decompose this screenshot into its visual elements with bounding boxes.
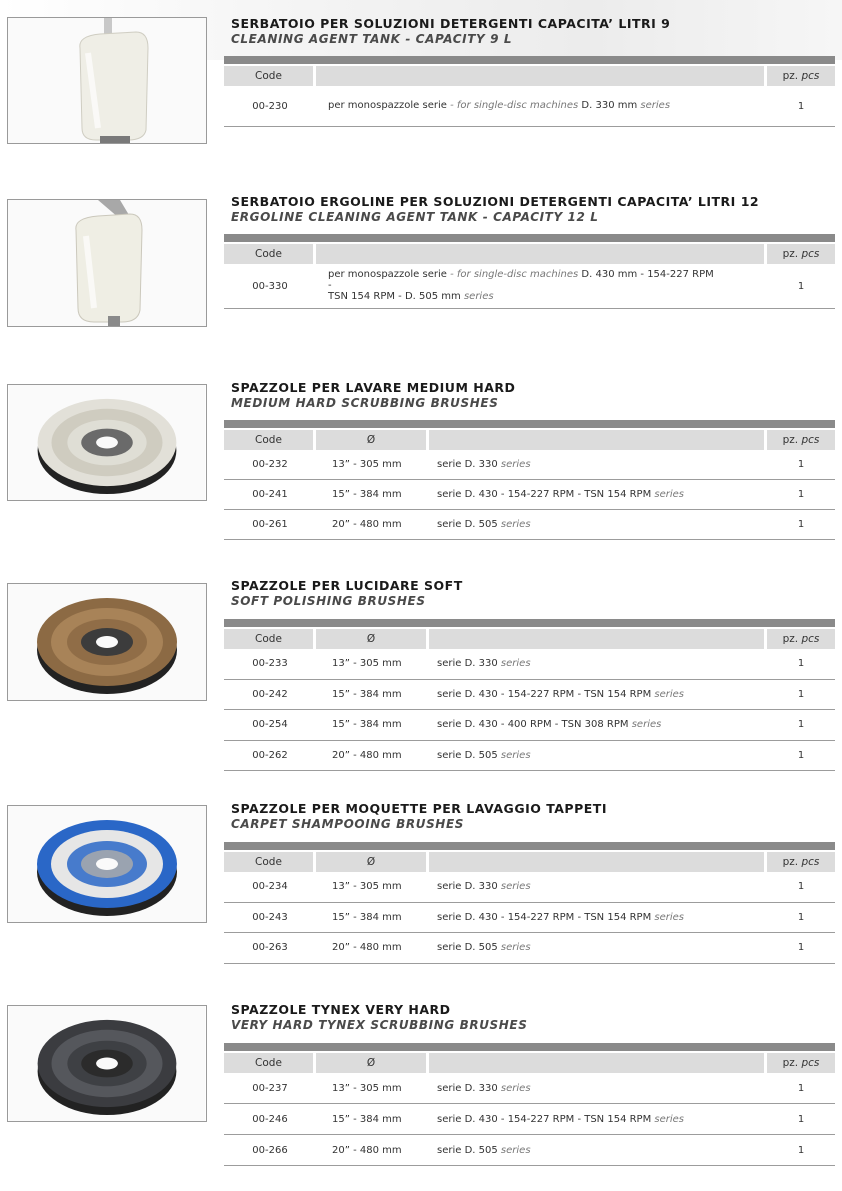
- header-pcs-en: pcs: [801, 434, 820, 446]
- row-diameter: 13” - 305 mm: [332, 881, 402, 893]
- section-subtitle: ERGOLINE CLEANING AGENT TANK - CAPACITY 12 L: [231, 210, 599, 224]
- row-qty: 1: [797, 1082, 805, 1094]
- header-pcs: [767, 629, 835, 649]
- header-pcs-it: pz.: [782, 633, 799, 645]
- series-it: serie D. 505: [437, 1144, 498, 1156]
- table-row: [224, 741, 835, 772]
- table-header: [224, 66, 835, 86]
- table-row: [224, 86, 835, 127]
- header-pcs: [767, 66, 835, 86]
- product-table: [224, 234, 835, 309]
- product-photo-tank-9l: [7, 17, 207, 144]
- row-qty: 1: [797, 719, 805, 731]
- header-pcs-en: pcs: [801, 633, 820, 645]
- row-series: [437, 710, 762, 740]
- product-table: [224, 842, 835, 964]
- desc-size: D. 330 mm: [581, 100, 638, 111]
- table-top-bar: [224, 1043, 835, 1051]
- table-header: [224, 852, 835, 872]
- desc-series: series: [640, 100, 671, 111]
- header-pcs: [767, 430, 835, 450]
- product-photo-soft-polishing-brushes: [7, 583, 207, 701]
- table-row: [224, 450, 835, 480]
- desc-size: D. 430 mm - 154-227 RPM: [581, 269, 714, 280]
- table-top-bar: [224, 842, 835, 850]
- series-en: series: [500, 459, 531, 470]
- row-diameter: 15” - 384 mm: [332, 489, 402, 500]
- header-pcs-it: pz.: [782, 856, 799, 868]
- series-en: series: [654, 1113, 685, 1125]
- table-row: [224, 680, 835, 711]
- header-code: Code: [224, 430, 313, 450]
- desc-it: per monospazzole serie: [328, 100, 447, 111]
- header-pcs-en: pcs: [801, 856, 820, 868]
- section-title: SPAZZOLE PER LAVARE MEDIUM HARD: [231, 380, 516, 395]
- series-it: serie D. 430 - 154-227 RPM - TSN 154 RPM: [437, 1113, 652, 1125]
- row-qty: 1: [797, 942, 805, 954]
- row-series: [437, 450, 762, 479]
- row-qty: 1: [797, 519, 805, 530]
- header-description: [429, 430, 764, 450]
- row-diameter: 15” - 384 mm: [332, 911, 402, 923]
- series-it: serie D. 430 - 400 RPM - TSN 308 RPM: [437, 719, 629, 731]
- product-table: [224, 420, 835, 540]
- row-series: [437, 480, 762, 509]
- series-en: series: [631, 719, 662, 731]
- header-description: [429, 629, 764, 649]
- series-it: serie D. 430 - 154-227 RPM - TSN 154 RPM: [437, 489, 652, 500]
- section-title: SPAZZOLE PER MOQUETTE PER LAVAGGIO TAPPETI: [231, 801, 607, 816]
- table-header: [224, 244, 835, 264]
- header-code: Code: [224, 629, 313, 649]
- series-it: serie D. 330: [437, 881, 498, 893]
- header-pcs-it: pz.: [782, 70, 799, 82]
- table-row: [224, 649, 835, 680]
- row-code: 00-266: [252, 1144, 288, 1156]
- table-row: [224, 510, 835, 540]
- header-description: [316, 244, 764, 264]
- header-code: Code: [224, 66, 313, 86]
- header-pcs-en: pcs: [801, 70, 820, 82]
- header-pcs-en: pcs: [801, 248, 820, 260]
- row-series: [437, 680, 762, 710]
- row-code: 00-263: [252, 942, 288, 954]
- section-title: SPAZZOLE TYNEX VERY HARD: [231, 1002, 451, 1017]
- header-pcs-it: pz.: [782, 248, 799, 260]
- section-title: SPAZZOLE PER LUCIDARE SOFT: [231, 578, 463, 593]
- header-diameter: Ø: [316, 430, 426, 450]
- row-qty: 1: [797, 1144, 805, 1156]
- row-description: [328, 86, 758, 126]
- series-it: serie D. 505: [437, 749, 498, 761]
- series-it: serie D. 430 - 154-227 RPM - TSN 154 RPM: [437, 911, 652, 923]
- table-row: [224, 903, 835, 934]
- product-photo-medium-hard-brushes: [7, 384, 207, 501]
- row-code: 00-233: [252, 658, 288, 670]
- table-row: [224, 1104, 835, 1135]
- row-code: 00-246: [252, 1113, 288, 1125]
- section-subtitle: CLEANING AGENT TANK - CAPACITY 9 L: [231, 32, 513, 46]
- row-series: [437, 1073, 762, 1103]
- header-pcs: [767, 1053, 835, 1073]
- product-table: [224, 619, 835, 771]
- series-it: serie D. 505: [437, 519, 498, 530]
- series-it: serie D. 430 - 154-227 RPM - TSN 154 RPM: [437, 688, 652, 700]
- series-it: serie D. 505: [437, 942, 498, 954]
- series-en: series: [500, 942, 531, 954]
- row-diameter: 15” - 384 mm: [332, 719, 402, 731]
- header-pcs: [767, 244, 835, 264]
- row-qty: 1: [797, 749, 805, 761]
- row-code: 00-241: [252, 489, 288, 500]
- desc-en: - for single-disc machines: [450, 269, 579, 280]
- table-row: [224, 872, 835, 903]
- row-diameter: 20” - 480 mm: [332, 519, 402, 530]
- desc-series: series: [463, 291, 494, 302]
- header-pcs-en: pcs: [801, 1057, 820, 1069]
- row-qty: 1: [797, 489, 805, 500]
- table-header: [224, 430, 835, 450]
- row-qty: 1: [797, 911, 805, 923]
- product-table: [224, 1043, 835, 1166]
- table-top-bar: [224, 619, 835, 627]
- row-qty: 1: [797, 459, 805, 470]
- section-subtitle: CARPET SHAMPOOING BRUSHES: [231, 817, 464, 831]
- row-code: 00-234: [252, 881, 288, 893]
- section-subtitle: MEDIUM HARD SCRUBBING BRUSHES: [231, 396, 499, 410]
- row-code: 00-232: [252, 459, 288, 470]
- row-series: [437, 741, 762, 771]
- header-diameter: Ø: [316, 629, 426, 649]
- header-pcs-it: pz.: [782, 434, 799, 446]
- product-photo-ergoline-tank: [7, 199, 207, 327]
- row-series: [437, 510, 762, 539]
- row-diameter: 20” - 480 mm: [332, 749, 402, 761]
- row-diameter: 13” - 305 mm: [332, 459, 402, 470]
- header-pcs: [767, 852, 835, 872]
- row-diameter: 15” - 384 mm: [332, 688, 402, 700]
- series-it: serie D. 330: [437, 658, 498, 670]
- row-series: [437, 649, 762, 679]
- series-en: series: [500, 1082, 531, 1094]
- row-qty: 1: [797, 100, 805, 112]
- table-header: [224, 1053, 835, 1073]
- series-it: serie D. 330: [437, 459, 498, 470]
- row-qty: 1: [797, 280, 805, 292]
- header-code: Code: [224, 244, 313, 264]
- row-qty: 1: [797, 688, 805, 700]
- table-row: [224, 933, 835, 964]
- row-code: 00-330: [252, 280, 288, 292]
- row-diameter: 15” - 384 mm: [332, 1113, 402, 1125]
- row-series: [437, 1104, 762, 1134]
- table-top-bar: [224, 234, 835, 242]
- product-table: [224, 56, 835, 127]
- desc-dash: -: [328, 280, 332, 291]
- product-photo-tynex-very-hard-brushes: [7, 1005, 207, 1122]
- row-code: 00-243: [252, 911, 288, 923]
- row-qty: 1: [797, 1113, 805, 1125]
- row-series: [437, 872, 762, 902]
- series-en: series: [500, 519, 531, 530]
- row-diameter: 13” - 305 mm: [332, 658, 402, 670]
- row-diameter: 20” - 480 mm: [332, 942, 402, 954]
- desc-en: - for single-disc machines: [450, 100, 579, 111]
- row-code: 00-230: [252, 100, 288, 112]
- section-title: SERBATOIO PER SOLUZIONI DETERGENTI CAPACITA’ LITRI 9: [231, 16, 671, 31]
- series-en: series: [654, 489, 685, 500]
- header-pcs-it: pz.: [782, 1057, 799, 1069]
- row-diameter: 20” - 480 mm: [332, 1144, 402, 1156]
- row-qty: 1: [797, 658, 805, 670]
- desc-it: per monospazzole serie: [328, 269, 447, 280]
- header-code: Code: [224, 852, 313, 872]
- header-diameter: Ø: [316, 852, 426, 872]
- row-code: 00-237: [252, 1082, 288, 1094]
- row-code: 00-254: [252, 719, 288, 731]
- series-en: series: [654, 911, 685, 923]
- row-series: [437, 903, 762, 933]
- table-row: [224, 480, 835, 510]
- table-top-bar: [224, 56, 835, 64]
- section-title: SERBATOIO ERGOLINE PER SOLUZIONI DETERGENTI CAPACITA’ LITRI 12: [231, 194, 760, 209]
- section-subtitle: VERY HARD TYNEX SCRUBBING BRUSHES: [231, 1018, 528, 1032]
- row-qty: 1: [797, 881, 805, 893]
- row-description: [328, 264, 768, 308]
- row-code: 00-242: [252, 688, 288, 700]
- series-en: series: [654, 688, 685, 700]
- row-series: [437, 933, 762, 963]
- series-en: series: [500, 881, 531, 893]
- series-it: serie D. 330: [437, 1082, 498, 1094]
- row-code: 00-262: [252, 749, 288, 761]
- header-description: [429, 852, 764, 872]
- header-diameter: Ø: [316, 1053, 426, 1073]
- product-photo-carpet-shampooing-brushes: [7, 805, 207, 923]
- table-row: [224, 264, 835, 309]
- table-top-bar: [224, 420, 835, 428]
- series-en: series: [500, 749, 531, 761]
- desc-size-2: TSN 154 RPM - D. 505 mm: [328, 291, 461, 302]
- table-row: [224, 710, 835, 741]
- table-row: [224, 1135, 835, 1166]
- series-en: series: [500, 658, 531, 670]
- header-description: [429, 1053, 764, 1073]
- header-description: [316, 66, 764, 86]
- header-code: Code: [224, 1053, 313, 1073]
- row-code: 00-261: [252, 519, 288, 530]
- row-diameter: 13” - 305 mm: [332, 1082, 402, 1094]
- section-subtitle: SOFT POLISHING BRUSHES: [231, 594, 426, 608]
- row-series: [437, 1135, 762, 1165]
- table-row: [224, 1073, 835, 1104]
- table-header: [224, 629, 835, 649]
- series-en: series: [500, 1144, 531, 1156]
